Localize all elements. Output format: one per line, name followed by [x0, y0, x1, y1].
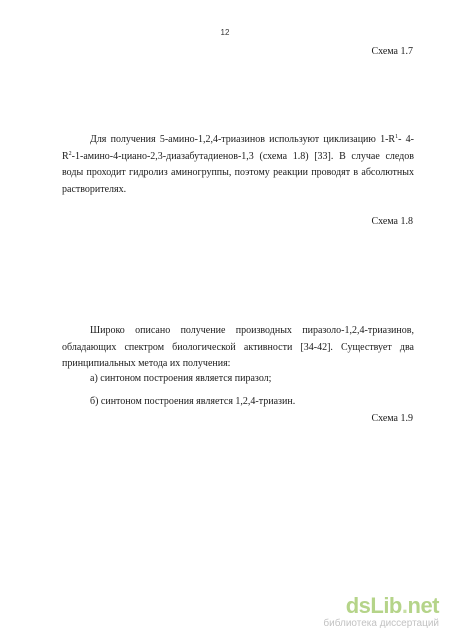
superscript-r1: 1 — [395, 134, 399, 140]
superscript-r2: 2 — [68, 150, 72, 157]
logo-dot: . — [401, 593, 408, 618]
para1-line2-r: 4-R — [62, 134, 415, 162]
dslib-logo — [323, 595, 439, 617]
watermark-subtitle: библиотека диссертаций — [323, 618, 439, 629]
para1-line1-hyphen: - — [398, 134, 402, 145]
scheme-1-8-label: Схема 1.8 — [371, 216, 413, 227]
dslib-watermark — [323, 595, 439, 629]
paragraph-triazine-synthesis — [62, 132, 414, 198]
list-item-b: б) синтоном построения является 1,2,4-триазин. — [90, 396, 296, 407]
logo-tld: net — [407, 593, 439, 618]
list-item-a: а) синтоном построения является пиразол; — [90, 373, 272, 384]
scheme-1-7-label: Схема 1.7 — [371, 46, 413, 57]
logo-main: dsLib — [345, 593, 402, 618]
scheme-1-9-label: Схема 1.9 — [371, 413, 413, 424]
para1-line1-text: Для получения 5-амино-1,2,4-триазинов используют циклизацию 1-R — [90, 134, 396, 145]
page-number: 12 — [220, 28, 230, 37]
para1-rest-text: -1-амино-4-циано-2,3-диазабутадиенов-1,3 (схема 1.8) [33]. В случае следов воды проходит гидролиз аминогруппы, поэтому реакции проводят в абсолютных растворителях. — [62, 150, 414, 195]
paragraph-pyrazolo-triazines: Широко описано получение производных пиразоло-1,2,4-триазинов, обладающих спектром биологической активности [34-42]. Существует два принципиальных метода их получения: — [62, 325, 414, 370]
